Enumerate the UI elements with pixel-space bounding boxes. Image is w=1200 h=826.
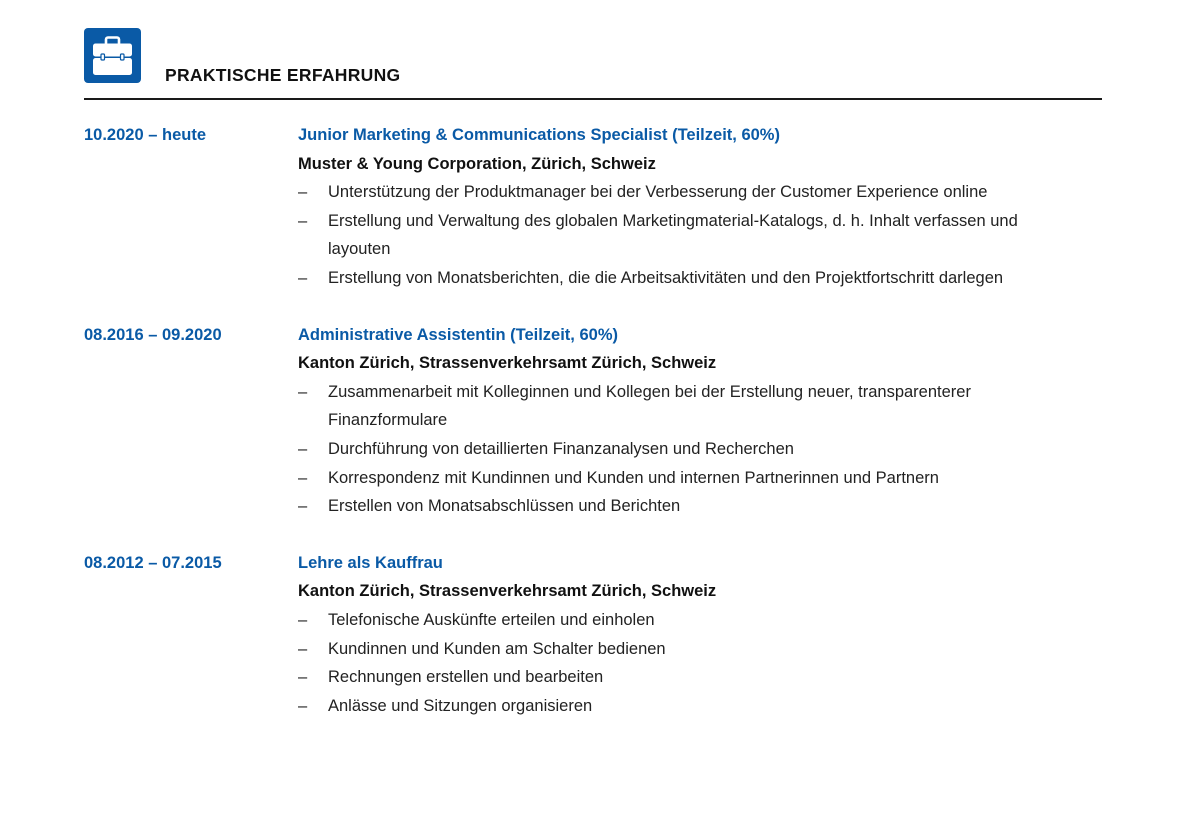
experience-entry — [84, 121, 1102, 293]
bullet-text: Telefonische Auskünfte erteilen und einholen — [328, 610, 655, 629]
bullet-item — [298, 635, 1102, 664]
entry-organization: Muster & Young Corporation, Zürich, Schweiz — [298, 154, 656, 173]
bullet-text: Erstellen von Monatsabschlüssen und Berichten — [328, 497, 681, 516]
entry-body — [298, 121, 1102, 293]
bullet-dash: – — [298, 468, 308, 487]
section-header — [84, 28, 1102, 100]
bullet-dash: – — [298, 183, 308, 202]
entry-date: 10.2020 – heute — [84, 126, 206, 144]
bullet-item — [298, 378, 1102, 435]
entry-date: 08.2016 – 09.2020 — [84, 325, 222, 344]
bullet-item — [298, 178, 1102, 207]
bullet-text: Erstellung von Monatsberichten, die die Arbeitsaktivitäten und den Projektfortschritt darlegen — [328, 268, 1004, 287]
bullet-text: Anlässe und Sitzungen organisieren — [328, 696, 593, 715]
bullet-item — [298, 492, 1102, 521]
bullet-text: Unterstützung der Produktmanager bei der Verbesserung der Customer Experience online — [328, 183, 988, 202]
bullet-dash: – — [298, 439, 308, 458]
entry-body — [298, 321, 1102, 521]
entry-job-title: Lehre als Kauffrau — [298, 553, 443, 572]
bullet-dash: – — [298, 639, 308, 658]
bullet-text: Erstellung und Verwaltung des globalen Marketingmaterial-Katalogs, d. h. Inhalt verfassen und layouten — [328, 211, 1018, 259]
entry-job-title: Administrative Assistentin (Teilzeit, 60%) — [298, 325, 618, 344]
entry-bullets — [298, 178, 1102, 292]
bullet-dash: – — [298, 668, 308, 687]
bullet-dash: – — [298, 610, 308, 629]
experience-entry — [84, 321, 1102, 521]
section-title: PRAKTISCHE ERFAHRUNG — [165, 65, 401, 85]
experience-entry — [84, 549, 1102, 721]
bullet-item — [298, 663, 1102, 692]
bullet-item — [298, 464, 1102, 493]
bullet-dash: – — [298, 211, 308, 230]
bullet-text: Rechnungen erstellen und bearbeiten — [328, 668, 604, 687]
bullet-text: Kundinnen und Kunden am Schalter bedienen — [328, 639, 666, 658]
entry-organization: Kanton Zürich, Strassenverkehrsamt Zürich, Schweiz — [298, 354, 717, 373]
bullet-dash: – — [298, 268, 308, 287]
section-divider — [84, 98, 1102, 100]
bullet-item — [298, 207, 1102, 264]
bullet-item — [298, 435, 1102, 464]
briefcase-icon — [84, 28, 141, 83]
entry-body — [298, 549, 1102, 721]
entry-job-title: Junior Marketing & Communications Specialist (Teilzeit, 60%) — [298, 126, 780, 144]
bullet-text: Korrespondenz mit Kundinnen und Kunden und internen Partnerinnen und Partnern — [328, 468, 939, 487]
bullet-item — [298, 264, 1102, 293]
bullet-dash: – — [298, 497, 308, 516]
entry-organization: Kanton Zürich, Strassenverkehrsamt Zürich, Schweiz — [298, 582, 717, 601]
bullet-text: Durchführung von detaillierten Finanzanalysen und Recherchen — [328, 439, 794, 458]
bullet-dash: – — [298, 382, 308, 401]
bullet-dash: – — [298, 696, 308, 715]
bullet-text: Zusammenarbeit mit Kolleginnen und Kollegen bei der Erstellung neuer, transparenterer Finanzformulare — [328, 382, 971, 430]
experience-list — [84, 121, 1102, 748]
entry-bullets — [298, 378, 1102, 521]
bullet-item — [298, 606, 1102, 635]
entry-date: 08.2012 – 07.2015 — [84, 553, 222, 572]
bullet-item — [298, 692, 1102, 721]
entry-bullets — [298, 606, 1102, 720]
